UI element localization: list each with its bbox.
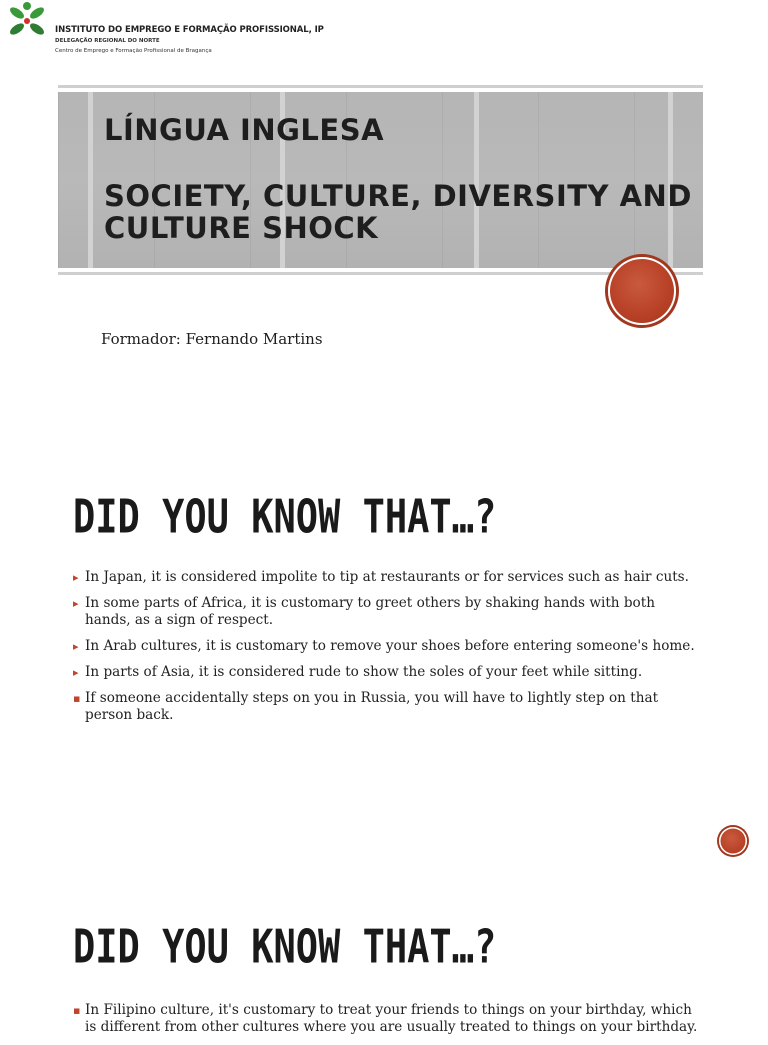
iefp-logo: [6, 0, 324, 58]
banner-bottom-line: [58, 272, 703, 275]
banner-seam: [88, 92, 93, 268]
logo-center: Centro de Emprego e Formação Profissional de Bragança: [55, 48, 212, 54]
bullet-text: In some parts of Africa, it is customary to greet others by shaking hands with both hands, as a sign of respect.: [85, 595, 655, 628]
slide-heading: DID YOU KNOW THAT…?: [73, 920, 497, 974]
square-bullet-icon: ▪: [73, 1004, 81, 1017]
content-slide: [0, 860, 768, 1035]
small-triangle-bullet-icon: ▸: [73, 640, 79, 653]
list-item: [73, 664, 701, 681]
decorative-circle: [719, 827, 747, 855]
square-bullet-icon: ▪: [73, 692, 81, 705]
bullet-list: [73, 569, 701, 733]
small-triangle-bullet-icon: ▸: [73, 666, 79, 679]
bullet-text: In Arab cultures, it is customary to remove your shoes before entering someone's home.: [85, 638, 695, 654]
title-slide: [0, 0, 768, 430]
list-item: [73, 638, 701, 655]
course-subtitle: SOCIETY, CULTURE, DIVERSITY AND CULTURE SHOCK: [104, 179, 692, 245]
content-slide: [0, 430, 768, 860]
bullet-text: In Filipino culture, it's customary to treat your friends to things on your birthday, which is different from other cultures where you are usually treated to things on your birthday.: [85, 1002, 698, 1035]
banner-top-line: [58, 85, 703, 88]
course-title: LÍNGUA INGLESA: [104, 113, 385, 147]
small-triangle-bullet-icon: ▸: [73, 571, 79, 584]
list-item: [73, 1002, 701, 1036]
list-item: [73, 569, 701, 586]
iefp-logo-icon: [6, 0, 52, 42]
list-item: [73, 690, 701, 724]
bullet-text: In parts of Asia, it is considered rude to show the soles of your feet while sitting.: [85, 664, 643, 680]
bullet-text: If someone accidentally steps on you in Russia, you will have to lightly step on that person back.: [85, 690, 659, 723]
title-banner: [58, 92, 703, 268]
decorative-circle: [608, 257, 676, 325]
bullet-text: In Japan, it is considered impolite to tip at restaurants or for services such as hair cuts.: [85, 569, 689, 585]
trainer-name: Formador: Fernando Martins: [101, 330, 323, 348]
logo-region: DELEGAÇÃO REGIONAL DO NORTE: [55, 38, 160, 44]
logo-organization: INSTITUTO DO EMPREGO E FORMAÇÃO PROFISSIONAL, IP: [55, 25, 324, 35]
small-triangle-bullet-icon: ▸: [73, 597, 79, 610]
list-item: [73, 595, 701, 629]
slide-heading: DID YOU KNOW THAT…?: [73, 490, 497, 544]
